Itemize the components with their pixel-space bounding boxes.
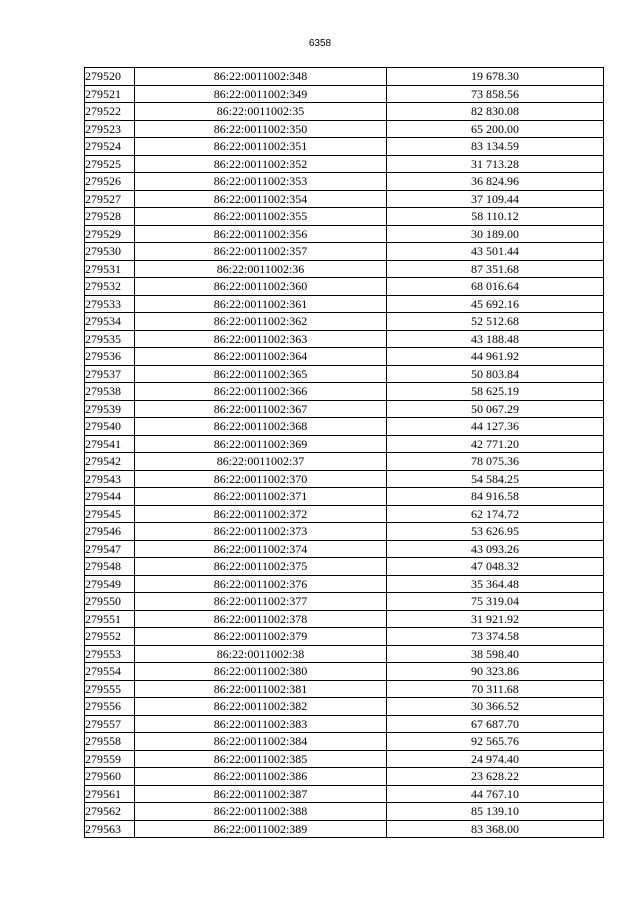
row-id-cell: 279526 xyxy=(85,173,135,191)
row-id-cell: 279534 xyxy=(85,313,135,331)
value-cell: 42 771.20 xyxy=(387,435,604,453)
value-cell: 43 188.48 xyxy=(387,330,604,348)
value-cell: 19 678.30 xyxy=(387,68,604,86)
table-row xyxy=(85,208,604,226)
cadastral-number-cell: 86:22:0011002:362 xyxy=(135,313,387,331)
table-row xyxy=(85,645,604,663)
table-row xyxy=(85,138,604,156)
value-cell: 58 625.19 xyxy=(387,383,604,401)
table-row xyxy=(85,733,604,751)
row-id-cell: 279560 xyxy=(85,768,135,786)
cadastral-number-cell: 86:22:0011002:377 xyxy=(135,593,387,611)
value-cell: 30 366.52 xyxy=(387,698,604,716)
cadastral-number-cell: 86:22:0011002:36 xyxy=(135,260,387,278)
table-row xyxy=(85,785,604,803)
row-id-cell: 279537 xyxy=(85,365,135,383)
row-id-cell: 279559 xyxy=(85,750,135,768)
cadastral-number-cell: 86:22:0011002:376 xyxy=(135,575,387,593)
row-id-cell: 279523 xyxy=(85,120,135,138)
value-cell: 73 374.58 xyxy=(387,628,604,646)
value-cell: 50 803.84 xyxy=(387,365,604,383)
row-id-cell: 279542 xyxy=(85,453,135,471)
row-id-cell: 279551 xyxy=(85,610,135,628)
row-id-cell: 279522 xyxy=(85,103,135,121)
table-row xyxy=(85,575,604,593)
row-id-cell: 279543 xyxy=(85,470,135,488)
table-row xyxy=(85,470,604,488)
cadastral-number-cell: 86:22:0011002:37 xyxy=(135,453,387,471)
table-row xyxy=(85,190,604,208)
table-row xyxy=(85,488,604,506)
row-id-cell: 279554 xyxy=(85,663,135,681)
table-row xyxy=(85,593,604,611)
cadastral-number-cell: 86:22:0011002:367 xyxy=(135,400,387,418)
page-number: 6358 xyxy=(308,38,332,49)
row-id-cell: 279535 xyxy=(85,330,135,348)
row-id-cell: 279549 xyxy=(85,575,135,593)
cadastral-number-cell: 86:22:0011002:357 xyxy=(135,243,387,261)
value-cell: 62 174.72 xyxy=(387,505,604,523)
table-row xyxy=(85,400,604,418)
table-row xyxy=(85,103,604,121)
row-id-cell: 279548 xyxy=(85,558,135,576)
value-cell: 36 824.96 xyxy=(387,173,604,191)
table-row xyxy=(85,523,604,541)
value-cell: 47 048.32 xyxy=(387,558,604,576)
cadastral-number-cell: 86:22:0011002:387 xyxy=(135,785,387,803)
table-row xyxy=(85,715,604,733)
value-cell: 68 016.64 xyxy=(387,278,604,296)
value-cell: 70 311.68 xyxy=(387,680,604,698)
value-cell: 83 368.00 xyxy=(387,820,604,838)
cadastral-number-cell: 86:22:0011002:354 xyxy=(135,190,387,208)
row-id-cell: 279520 xyxy=(85,68,135,86)
value-cell: 23 628.22 xyxy=(387,768,604,786)
table-row xyxy=(85,383,604,401)
cadastral-number-cell: 86:22:0011002:382 xyxy=(135,698,387,716)
row-id-cell: 279532 xyxy=(85,278,135,296)
table-row xyxy=(85,365,604,383)
cadastral-number-cell: 86:22:0011002:360 xyxy=(135,278,387,296)
row-id-cell: 279547 xyxy=(85,540,135,558)
table-body xyxy=(85,68,604,838)
row-id-cell: 279552 xyxy=(85,628,135,646)
table-row xyxy=(85,120,604,138)
cadastral-number-cell: 86:22:0011002:355 xyxy=(135,208,387,226)
table-row xyxy=(85,680,604,698)
table-row xyxy=(85,505,604,523)
cadastral-number-cell: 86:22:0011002:374 xyxy=(135,540,387,558)
cadastral-number-cell: 86:22:0011002:363 xyxy=(135,330,387,348)
value-cell: 87 351.68 xyxy=(387,260,604,278)
cadastral-number-cell: 86:22:0011002:349 xyxy=(135,85,387,103)
table-row xyxy=(85,260,604,278)
row-id-cell: 279536 xyxy=(85,348,135,366)
value-cell: 52 512.68 xyxy=(387,313,604,331)
value-cell: 75 319.04 xyxy=(387,593,604,611)
row-id-cell: 279541 xyxy=(85,435,135,453)
cadastral-number-cell: 86:22:0011002:356 xyxy=(135,225,387,243)
value-cell: 44 767.10 xyxy=(387,785,604,803)
value-cell: 83 134.59 xyxy=(387,138,604,156)
row-id-cell: 279521 xyxy=(85,85,135,103)
cadastral-number-cell: 86:22:0011002:366 xyxy=(135,383,387,401)
value-cell: 43 093.26 xyxy=(387,540,604,558)
value-cell: 24 974.40 xyxy=(387,750,604,768)
value-cell: 65 200.00 xyxy=(387,120,604,138)
cadastral-number-cell: 86:22:0011002:371 xyxy=(135,488,387,506)
cadastral-number-cell: 86:22:0011002:385 xyxy=(135,750,387,768)
value-cell: 92 565.76 xyxy=(387,733,604,751)
cadastral-number-cell: 86:22:0011002:375 xyxy=(135,558,387,576)
table-row xyxy=(85,243,604,261)
value-cell: 67 687.70 xyxy=(387,715,604,733)
table-row xyxy=(85,68,604,86)
cadastral-number-cell: 86:22:0011002:364 xyxy=(135,348,387,366)
row-id-cell: 279544 xyxy=(85,488,135,506)
row-id-cell: 279561 xyxy=(85,785,135,803)
cadastral-number-cell: 86:22:0011002:38 xyxy=(135,645,387,663)
table-row xyxy=(85,435,604,453)
value-cell: 31 713.28 xyxy=(387,155,604,173)
table-row xyxy=(85,558,604,576)
cadastral-number-cell: 86:22:0011002:365 xyxy=(135,365,387,383)
table-row xyxy=(85,85,604,103)
value-cell: 84 916.58 xyxy=(387,488,604,506)
cadastral-number-cell: 86:22:0011002:368 xyxy=(135,418,387,436)
value-cell: 82 830.08 xyxy=(387,103,604,121)
row-id-cell: 279533 xyxy=(85,295,135,313)
row-id-cell: 279539 xyxy=(85,400,135,418)
value-cell: 44 127.36 xyxy=(387,418,604,436)
value-cell: 35 364.48 xyxy=(387,575,604,593)
cadastral-number-cell: 86:22:0011002:388 xyxy=(135,803,387,821)
row-id-cell: 279553 xyxy=(85,645,135,663)
row-id-cell: 279527 xyxy=(85,190,135,208)
value-cell: 90 323.86 xyxy=(387,663,604,681)
row-id-cell: 279556 xyxy=(85,698,135,716)
cadastral-number-cell: 86:22:0011002:389 xyxy=(135,820,387,838)
table-row xyxy=(85,698,604,716)
value-cell: 43 501.44 xyxy=(387,243,604,261)
row-id-cell: 279528 xyxy=(85,208,135,226)
cadastral-number-cell: 86:22:0011002:372 xyxy=(135,505,387,523)
cadastral-number-cell: 86:22:0011002:381 xyxy=(135,680,387,698)
value-cell: 50 067.29 xyxy=(387,400,604,418)
value-cell: 78 075.36 xyxy=(387,453,604,471)
cadastral-number-cell: 86:22:0011002:386 xyxy=(135,768,387,786)
row-id-cell: 279538 xyxy=(85,383,135,401)
cadastral-number-cell: 86:22:0011002:35 xyxy=(135,103,387,121)
table-row xyxy=(85,295,604,313)
value-cell: 73 858.56 xyxy=(387,85,604,103)
value-cell: 58 110.12 xyxy=(387,208,604,226)
row-id-cell: 279529 xyxy=(85,225,135,243)
value-cell: 54 584.25 xyxy=(387,470,604,488)
table-row xyxy=(85,540,604,558)
table-row xyxy=(85,225,604,243)
cadastral-number-cell: 86:22:0011002:353 xyxy=(135,173,387,191)
value-cell: 85 139.10 xyxy=(387,803,604,821)
table-row xyxy=(85,453,604,471)
row-id-cell: 279546 xyxy=(85,523,135,541)
row-id-cell: 279530 xyxy=(85,243,135,261)
row-id-cell: 279557 xyxy=(85,715,135,733)
table-row xyxy=(85,278,604,296)
cadastral-number-cell: 86:22:0011002:350 xyxy=(135,120,387,138)
table-row xyxy=(85,418,604,436)
cadastral-number-cell: 86:22:0011002:383 xyxy=(135,715,387,733)
table-row xyxy=(85,820,604,838)
row-id-cell: 279531 xyxy=(85,260,135,278)
value-cell: 37 109.44 xyxy=(387,190,604,208)
table-row xyxy=(85,173,604,191)
cadastral-number-cell: 86:22:0011002:378 xyxy=(135,610,387,628)
table-row xyxy=(85,663,604,681)
cadastral-number-cell: 86:22:0011002:380 xyxy=(135,663,387,681)
value-cell: 30 189.00 xyxy=(387,225,604,243)
cadastral-number-cell: 86:22:0011002:379 xyxy=(135,628,387,646)
row-id-cell: 279550 xyxy=(85,593,135,611)
table-row xyxy=(85,313,604,331)
cadastral-number-cell: 86:22:0011002:373 xyxy=(135,523,387,541)
value-cell: 45 692.16 xyxy=(387,295,604,313)
row-id-cell: 279558 xyxy=(85,733,135,751)
row-id-cell: 279540 xyxy=(85,418,135,436)
value-cell: 38 598.40 xyxy=(387,645,604,663)
cadastral-number-cell: 86:22:0011002:369 xyxy=(135,435,387,453)
table-row xyxy=(85,348,604,366)
cadastral-number-cell: 86:22:0011002:352 xyxy=(135,155,387,173)
cadastral-number-cell: 86:22:0011002:384 xyxy=(135,733,387,751)
row-id-cell: 279563 xyxy=(85,820,135,838)
cadastral-number-cell: 86:22:0011002:348 xyxy=(135,68,387,86)
table-row xyxy=(85,750,604,768)
table-row xyxy=(85,155,604,173)
cadastral-number-cell: 86:22:0011002:351 xyxy=(135,138,387,156)
value-cell: 31 921.92 xyxy=(387,610,604,628)
row-id-cell: 279555 xyxy=(85,680,135,698)
row-id-cell: 279525 xyxy=(85,155,135,173)
table-row xyxy=(85,610,604,628)
value-cell: 53 626.95 xyxy=(387,523,604,541)
table-row xyxy=(85,768,604,786)
table-row xyxy=(85,803,604,821)
row-id-cell: 279562 xyxy=(85,803,135,821)
table-row xyxy=(85,330,604,348)
data-table xyxy=(84,67,604,838)
table-row xyxy=(85,628,604,646)
row-id-cell: 279545 xyxy=(85,505,135,523)
cadastral-number-cell: 86:22:0011002:361 xyxy=(135,295,387,313)
value-cell: 44 961.92 xyxy=(387,348,604,366)
row-id-cell: 279524 xyxy=(85,138,135,156)
cadastral-number-cell: 86:22:0011002:370 xyxy=(135,470,387,488)
